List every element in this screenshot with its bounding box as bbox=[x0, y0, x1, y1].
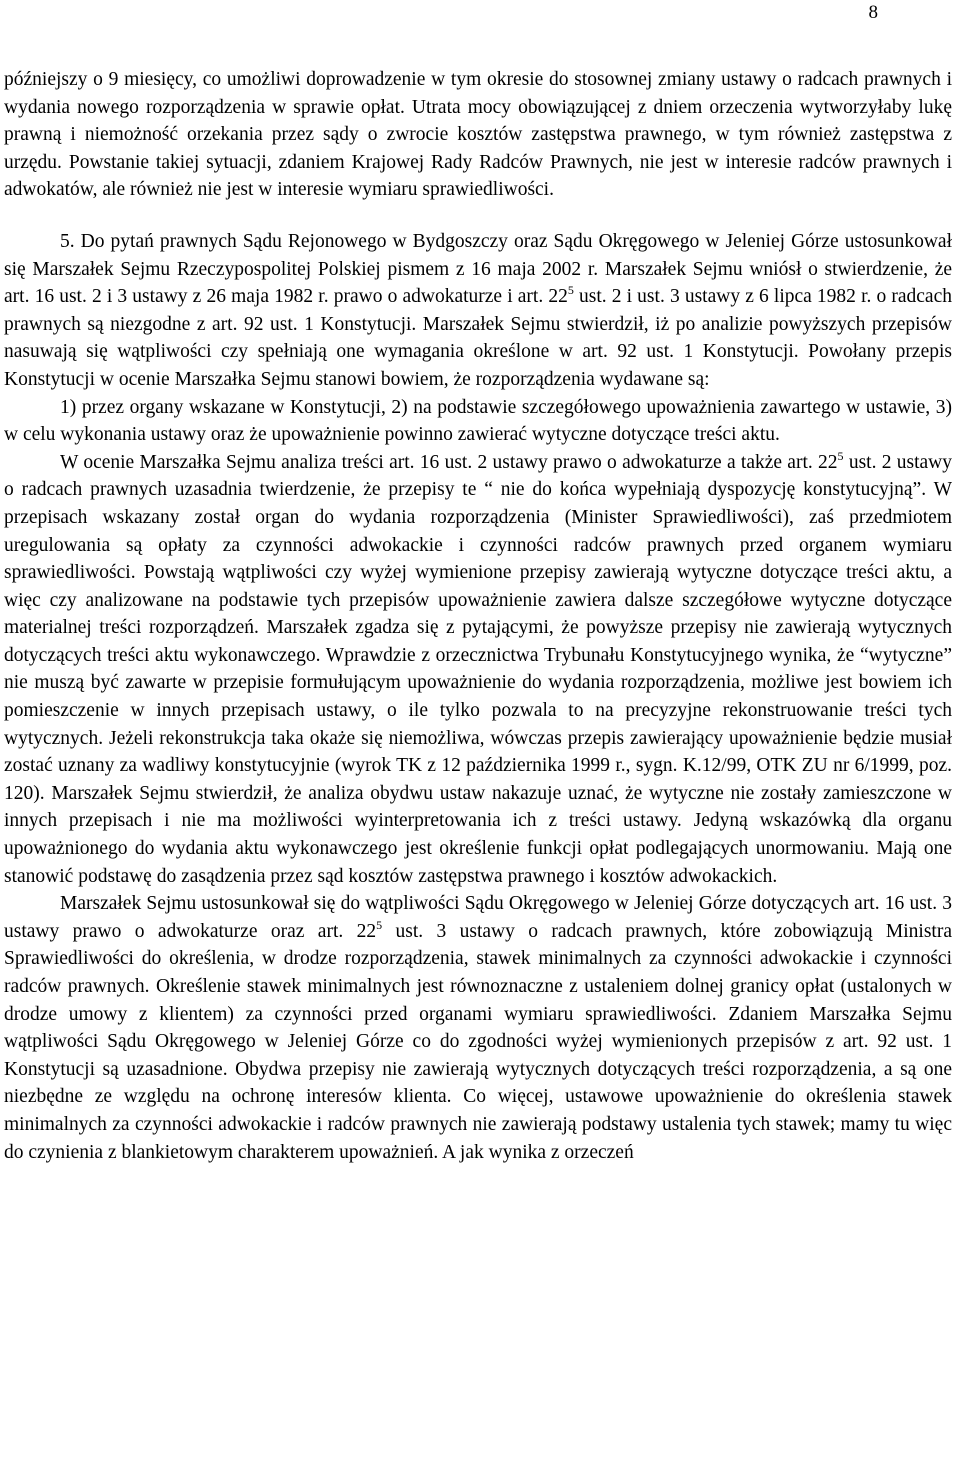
superscript: 5 bbox=[376, 917, 383, 932]
document-body bbox=[4, 66, 952, 1166]
paragraph-text: ust. 2 ustawy o radcach prawnych uzasadnia twierdzenie, że przepisy te “ nie do końca wypełniają dyspozycję konstytucyjną”. W przepisach wskazany został organ do wydania rozporządzenia (Minister Sprawiedliwości), zaś przedmiotem uregulowania są opłaty za czynności adwokackie i czynności radców prawnych przed organem wymiaru sprawiedliwości. Powstają wątpliwości czy wyżej wymienione przepisy zawierają wytyczne dotyczące treści aktu, a więc czy analizowane na podstawie tych przepisów upoważnienie zawiera dalsze szczegółowe wytyczne dotyczące materialnej treści rozporządzeń. Marszałek zgadza się z pytającymi, że powyższe przepisy nie zawierają wytycznych dotyczących treści aktu wykonawczego. Wprawdzie z orzecznictwa Trybunału Konstytucyjnego wynika, że “wytyczne” nie muszą być zawarte w przepisie formułującym upoważnienie do wydania rozporządzenia, możliwe jest bowiem ich pomieszczenie w innych przepisach ustawy, o ile tylko pozwala to na precyzyjne rekonstruowanie treści tych wytycznych. Jeżeli rekonstrukcja taka okaże się niemożliwa, wówczas przepis zawierający upoważnienie będzie musiał zostać uznany za wadliwy konstytucyjnie (wyrok TK z 12 października 1999 r., sygn. K.12/99, OTK ZU nr 6/1999, poz. 120). Marszałek Sejmu stwierdził, że analiza obydwu ustaw nakazuje uznać, że wytyczne nie zostały zamieszczone w innych przepisach i nie ma możliwości wyinterpretowania ich z treści ustawy. Jedyną wskazówką dla organu upoważnionego do wydania aktu wykonawczego jest określenie funkcji opłat podlegających unormowaniu. Mają one stanowić podstawę do zasądzenia przez sąd kosztów zastępstwa prawnego i kosztów adwokackich. bbox=[4, 451, 953, 887]
paragraph-continuation: późniejszy o 9 miesięcy, co umożliwi doprowadzenie w tym okresie do stosownej zmiany ustawy o radcach prawnych i wydania nowego rozporządzenia w sprawie opłat. Utrata mocy obowiązującej z dniem orzeczenia wytworzyłaby lukę prawną i niemożność orzekania przez sądy o zwrocie kosztów zastępstwa prawnego, w tym również zastępstwa z urzędu. Powstanie takiej sytuacji, zdaniem Krajowej Rady Radców Prawnych, nie jest w interesie radców prawnych i adwokatów, ale również nie jest w interesie wymiaru sprawiedliwości. bbox=[4, 69, 952, 201]
paragraph-text: Marszałek Sejmu ustosunkował się do wątpliwości Sądu Okręgowego w Jeleniej Górze dotyczących art. 16 ust. 3 ustawy prawo o adwokaturze oraz art. 22 bbox=[4, 893, 952, 942]
paragraph-text: W ocenie Marszałka Sejmu analiza treści art. 16 ust. 2 ustawy prawo o adwokaturze a także art. 22 bbox=[60, 451, 838, 473]
paragraph-text: ust. 2 i ust. 3 ustawy z 6 lipca 1982 r. o radcach prawnych są niezgodne z art. 92 ust. 1 Konstytucji. Marszałek Sejmu stwierdził, iż po analizie powyższych przepisów nasuwają się wątpliwości czy spełniają one wymagania określone w art. 92 ust. 1 Konstytucji. Powołany przepis Konstytucji w ocenie Marszałka Sejmu stanowi bowiem, że rozporządzenia wydawane są: bbox=[4, 286, 952, 390]
paragraph-marshal-analysis bbox=[4, 449, 952, 891]
page-number: 8 bbox=[868, 2, 878, 23]
paragraph-jelenia-gora bbox=[4, 890, 952, 1166]
paragraph-requirements-list: 1) przez organy wskazane w Konstytucji, 2) na podstawie szczegółowego upoważnienia zawartego w ustawie, 3) w celu wykonania ustawy oraz że upoważnienie powinno zawierać wytyczne dotyczące treści aktu. bbox=[4, 396, 952, 446]
paragraph-gap bbox=[4, 204, 952, 228]
paragraph-section-5 bbox=[4, 228, 952, 394]
paragraph-text: 5. Do pytań prawnych Sądu Rejonowego w Bydgoszczy oraz Sądu Okręgowego w Jeleniej Górze ustosunkował się Marszałek Sejmu Rzeczypospolitej Polskiej pismem z 16 maja 2002 r. Marszałek Sejmu wniósł o stwierdzenie, że art. 16 ust. 2 i 3 ustawy z 26 maja 1982 r. prawo o adwokaturze i art. 22 bbox=[4, 230, 952, 308]
superscript: 5 bbox=[837, 448, 844, 463]
superscript: 5 bbox=[567, 283, 574, 298]
paragraph-text: ust. 3 ustawy o radcach prawnych, które zobowiązują Ministra Sprawiedliwości do określenia, w drodze rozporządzenia, stawek minimalnych za czynności adwokackie i czynności radców prawnych. Określenie stawek minimalnych jest równoznaczne z ustaleniem dolnej granicy opłat (ustalonych w drodze umowy z klientem) za czynności przed organami wymiaru sprawiedliwości. Zdaniem Marszałka Sejmu wątpliwości Sądu Okręgowego w Jeleniej Górze co do zgodności wyżej wymienionych przepisów z art. 92 ust. 1 Konstytucji są uzasadnione. Obydwa przepisy nie zawierają wytycznych dotyczących treści rozporządzenia, a są one niezbędne ze względu na ochronę interesów klienta. Co więcej, ustawowe upoważnienie do określenia stawek minimalnych za czynności adwokackie i radców prawnych nie zawierają podstawy ustalenia tych stawek; mamy tu więc do czynienia z blankietowym charakterem upoważnień. A jak wynika z orzeczeń bbox=[4, 920, 952, 1163]
